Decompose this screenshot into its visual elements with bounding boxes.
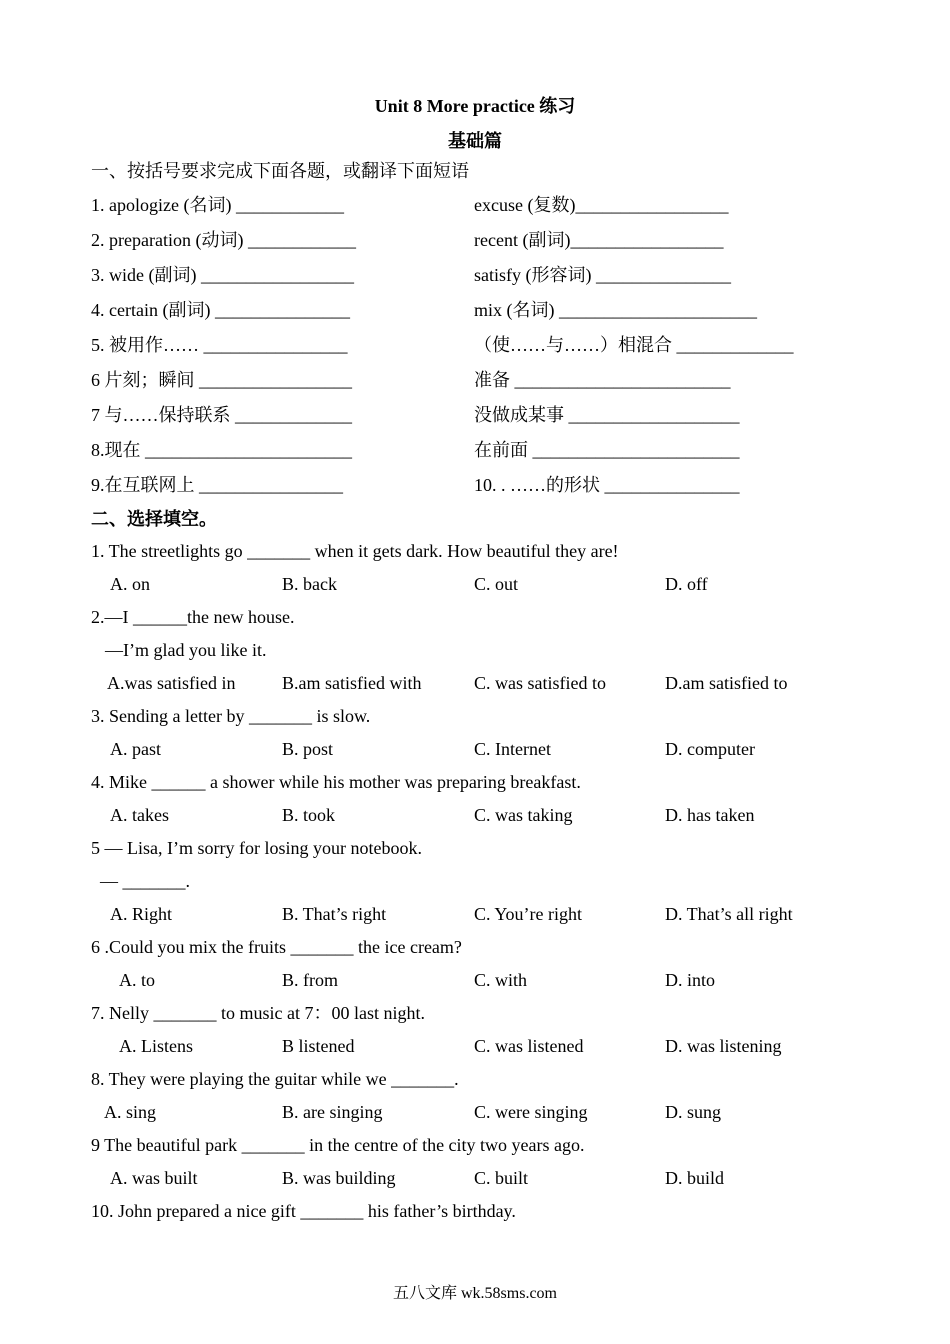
answer-option: C. Internet xyxy=(474,739,551,759)
section1-item-right: recent (副词)_________________ xyxy=(474,230,724,250)
section1-item-left: 4. certain (副词) _______________ xyxy=(91,300,350,320)
section1-heading: 一、按括号要求完成下面各题，或翻译下面短语 xyxy=(91,161,469,181)
section1-item-right: 10. . ……的形状 _______________ xyxy=(474,475,740,495)
section1-item-right: mix (名词) ______________________ xyxy=(474,300,757,320)
section1-item-left: 5. 被用作…… ________________ xyxy=(91,335,348,355)
question-stem: 4. Mike ______ a shower while his mother was preparing breakfast. xyxy=(91,772,581,792)
answer-option: A. on xyxy=(110,574,150,594)
section1-item-left: 3. wide (副词) _________________ xyxy=(91,265,354,285)
question-stem: 8. They were playing the guitar while we _______. xyxy=(91,1069,459,1089)
question-stem: 7. Nelly _______ to music at 7：00 last night. xyxy=(91,1003,425,1023)
answer-option: A. to xyxy=(119,970,155,990)
answer-option: B. post xyxy=(282,739,334,759)
section1-item-left: 1. apologize (名词) ____________ xyxy=(91,195,344,215)
answer-option: D. That’s all right xyxy=(665,904,793,924)
section1-item-left: 8.现在 _______________________ xyxy=(91,440,352,460)
question-stem: 5 — Lisa, I’m sorry for losing your notebook. xyxy=(91,838,422,858)
answer-option: C. built xyxy=(474,1168,529,1188)
answer-option: D. sung xyxy=(665,1102,722,1122)
answer-option: A.was satisfied in xyxy=(107,673,236,693)
answer-option: C. were singing xyxy=(474,1102,588,1122)
section1-item-left: 6 片刻；瞬间 _________________ xyxy=(91,370,352,390)
answer-option: A. takes xyxy=(110,805,169,825)
answer-option: B. That’s right xyxy=(282,904,387,924)
section1-item-right: （使……与……）相混合 _____________ xyxy=(474,335,794,355)
answer-option: D. build xyxy=(665,1168,725,1188)
question-stem: 1. The streetlights go _______ when it gets dark. How beautiful they are! xyxy=(91,541,619,561)
section1-item-left: 9.在互联网上 ________________ xyxy=(91,475,343,495)
answer-option: D.am satisfied to xyxy=(665,673,788,693)
answer-option: D. has taken xyxy=(665,805,755,825)
section1-item-left: 2. preparation (动词) ____________ xyxy=(91,230,356,250)
answer-option: A. Listens xyxy=(119,1036,193,1056)
question-stem: 6 .Could you mix the fruits _______ the ice cream? xyxy=(91,937,462,957)
answer-option: D. into xyxy=(665,970,716,990)
answer-option: D. was listening xyxy=(665,1036,782,1056)
answer-option: C. You’re right xyxy=(474,904,583,924)
section1-item-right: 在前面 _______________________ xyxy=(474,440,740,460)
section1-item-right: 准备 ________________________ xyxy=(474,370,731,390)
answer-option: B. are singing xyxy=(282,1102,383,1122)
answer-option: C. with xyxy=(474,970,528,990)
answer-option: B.am satisfied with xyxy=(282,673,422,693)
answer-option: A. Right xyxy=(110,904,173,924)
answer-option: C. was taking xyxy=(474,805,573,825)
answer-option: B. was building xyxy=(282,1168,396,1188)
answer-option: C. was listened xyxy=(474,1036,584,1056)
page-title: Unit 8 More practice 练习 xyxy=(374,96,576,116)
answer-option: D. off xyxy=(665,574,708,594)
section2-heading: 二、选择填空。 xyxy=(91,509,217,529)
answer-option: B listened xyxy=(282,1036,355,1056)
answer-option: A. was built xyxy=(110,1168,198,1188)
footer-watermark: 五八文库 wk.58sms.com xyxy=(392,1285,557,1302)
section1-item-right: satisfy (形容词) _______________ xyxy=(474,265,731,285)
section1-item-left: 7 与……保持联系 _____________ xyxy=(91,405,352,425)
question-stem: —I’m glad you like it. xyxy=(105,640,267,660)
question-stem: 9 The beautiful park _______ in the centre of the city two years ago. xyxy=(91,1135,585,1155)
answer-option: C. was satisfied to xyxy=(474,673,606,693)
answer-option: D. computer xyxy=(665,739,755,759)
question-stem: 2.—I ______the new house. xyxy=(91,607,295,627)
answer-option: B. took xyxy=(282,805,336,825)
answer-option: C. out xyxy=(474,574,519,594)
question-stem: 3. Sending a letter by _______ is slow. xyxy=(91,706,371,726)
answer-option: A. sing xyxy=(104,1102,157,1122)
page-subtitle: 基础篇 xyxy=(448,131,502,151)
section1-item-right: 没做成某事 ___________________ xyxy=(474,405,740,425)
answer-option: A. past xyxy=(110,739,161,759)
section1-item-right: excuse (复数)_________________ xyxy=(474,195,729,215)
answer-option: B. back xyxy=(282,574,337,594)
answer-option: B. from xyxy=(282,970,338,990)
question-stem: 10. John prepared a nice gift _______ his father’s birthday. xyxy=(91,1201,516,1221)
question-stem: — _______. xyxy=(100,871,190,891)
